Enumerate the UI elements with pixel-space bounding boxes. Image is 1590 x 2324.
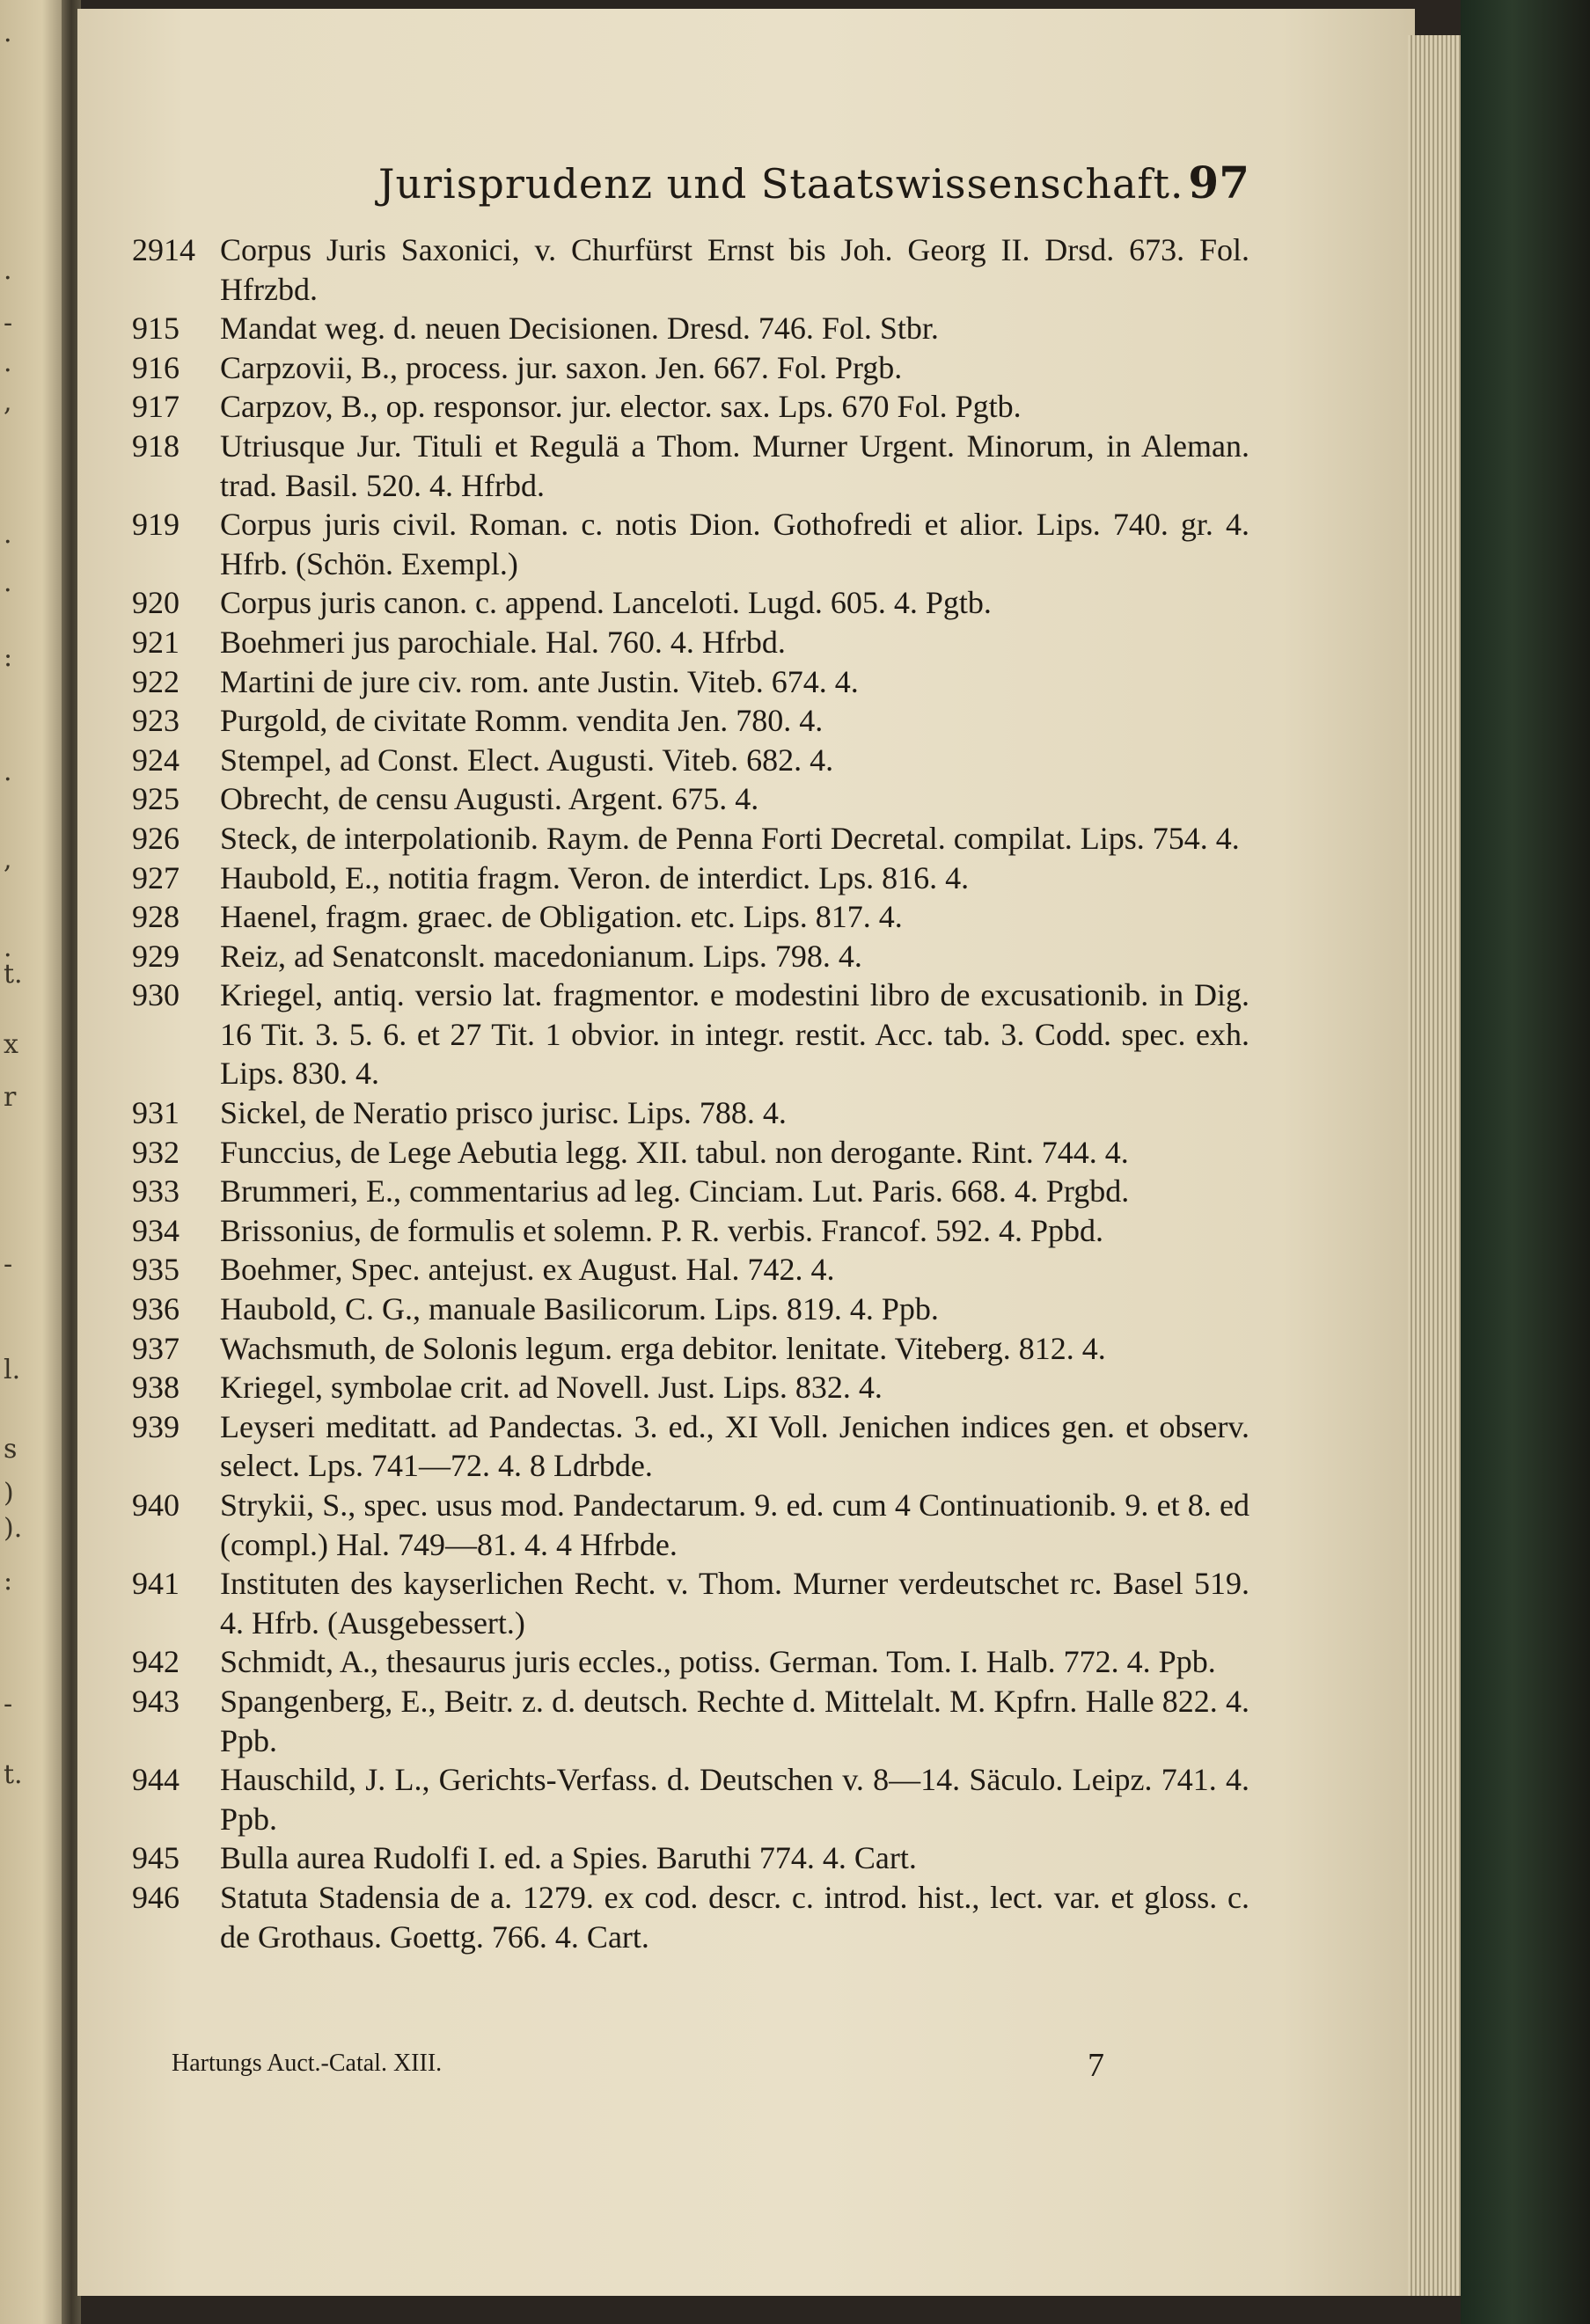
entry-text: Haubold, E., notitia fragm. Veron. de interdict. Lps. 816. 4. <box>220 859 970 895</box>
catalog-entry <box>132 427 1249 505</box>
catalog-entry <box>132 230 1249 309</box>
catalog-entry <box>132 1133 1249 1173</box>
entry-text: Strykii, S., spec. usus mod. Pandectarum. 9. ed. cum 4 Continuationib. 9. et 8. ed (compl.) Hal. 749—81. 4. 4 Hfrbde. <box>220 1487 1249 1562</box>
entry-number: 915 <box>132 311 180 347</box>
entry-text: Funccius, de Lege Aebutia legg. XII. tabul. non derogante. Rint. 744. 4. <box>220 1134 1129 1170</box>
margin-mark: ). <box>4 1513 23 1544</box>
margin-mark: l. <box>4 1355 21 1385</box>
catalog-entry <box>132 1368 1249 1407</box>
entry-text: Carpzovii, B., process. jur. saxon. Jen. 667. Fol. Prgb. <box>220 349 903 385</box>
entry-text: Sickel, de Neratio prisco jurisc. Lips. 788. 4. <box>220 1095 787 1131</box>
margin-mark: . <box>4 932 12 963</box>
margin-mark: - <box>4 308 13 339</box>
margin-mark: . <box>4 756 12 787</box>
catalog-entry <box>132 505 1249 583</box>
catalog-entry <box>132 1250 1249 1290</box>
catalog-entry <box>132 1093 1249 1133</box>
entry-text: Steck, de interpolationib. Raym. de Penna Forti Decretal. compilat. Lips. 754. 4. <box>220 820 1240 856</box>
entry-text: Purgold, de civitate Romm. vendita Jen. 780. 4. <box>220 703 824 739</box>
catalog-entry <box>132 1564 1249 1642</box>
entry-number: 939 <box>132 1408 180 1444</box>
entry-number: 917 <box>132 389 180 425</box>
catalog-entry <box>132 387 1249 427</box>
entry-text: Kriegel, symbolae crit. ad Novell. Just. Lips. 832. 4. <box>220 1370 883 1406</box>
entry-text: Boehmer, Spec. antejust. ex August. Hal. 742. 4. <box>220 1252 835 1288</box>
entry-number: 932 <box>132 1134 180 1170</box>
entry-text: Brummeri, E., commentarius ad leg. Cinciam. Lut. Paris. 668. 4. Prgbd. <box>220 1173 1130 1210</box>
catalog-entry <box>132 1838 1249 1878</box>
entry-number: 941 <box>132 1566 180 1602</box>
entry-number: 944 <box>132 1762 180 1798</box>
catalog-entry <box>132 348 1249 388</box>
entry-text: Wachsmuth, de Solonis legum. erga debitor. lenitate. Viteberg. 812. 4. <box>220 1330 1106 1366</box>
entry-text: Haubold, C. G., manuale Basilicorum. Lips. 819. 4. Ppb. <box>220 1291 939 1327</box>
sheet-number: 7 <box>1088 2047 1104 2084</box>
entry-number: 938 <box>132 1370 180 1406</box>
catalog-entry <box>132 1682 1249 1760</box>
entry-number: 925 <box>132 781 180 817</box>
entry-number: 924 <box>132 742 180 778</box>
margin-mark: . <box>4 519 12 550</box>
margin-mark: - <box>4 1689 13 1720</box>
entry-number: 937 <box>132 1330 180 1366</box>
entry-number: 916 <box>132 349 180 385</box>
entry-number: 923 <box>132 703 180 739</box>
entry-text: Kriegel, antiq. versio lat. fragmentor. e modestini libro de excusationib. in Dig. 16 Tit. 3. 5. 6. et 27 Tit. 1 obvior. in integr. restit. Acc. tab. 3. Codd. spec. exh. Lips. 830. 4. <box>220 977 1249 1092</box>
entry-number: 936 <box>132 1291 180 1327</box>
entry-text: Boehmeri jus parochiale. Hal. 760. 4. Hfrbd. <box>220 624 786 660</box>
entry-text: Brissonius, de formulis et solemn. P. R. verbis. Francof. 592. 4. Ppbd. <box>220 1212 1103 1248</box>
margin-mark: , <box>4 387 12 418</box>
catalog-entry <box>132 1760 1249 1838</box>
margin-mark: r <box>4 1082 17 1113</box>
margin-mark: - <box>4 1249 13 1280</box>
entry-text: Reiz, ad Senatconslt. macedonianum. Lips. 798. 4. <box>220 938 862 974</box>
catalog-entry <box>132 662 1249 702</box>
running-title: Jurisprudenz und Staatswissenschaft. <box>378 160 1184 208</box>
catalog-entry <box>132 937 1249 976</box>
entry-number: 919 <box>132 507 180 543</box>
entry-number: 945 <box>132 1840 180 1876</box>
entry-text: Statuta Stadensia de a. 1279. ex cod. descr. c. introd. hist., lect. var. et gloss. c. de Grothaus. Goettg. 766. 4. Cart. <box>220 1879 1249 1955</box>
entry-number: 930 <box>132 977 180 1013</box>
entry-text: Obrecht, de censu Augusti. Argent. 675. 4. <box>220 781 759 817</box>
margin-mark: ) <box>4 1478 14 1509</box>
entry-text: Corpus juris canon. c. append. Lanceloti. Lugd. 605. 4. Pgtb. <box>220 585 992 621</box>
entry-text: Spangenberg, E., Beitr. z. d. deutsch. Rechte d. Mittelalt. M. Kpfrn. Halle 822. 4. Ppb. <box>220 1683 1249 1758</box>
catalog-entry <box>132 779 1249 819</box>
entry-number: 926 <box>132 820 180 856</box>
entry-text: Corpus juris civil. Roman. c. notis Dion. Gothofredi et alior. Lips. 740. gr. 4. Hfrb. (Schön. Exempl.) <box>220 507 1249 581</box>
entry-number: 921 <box>132 624 180 660</box>
entry-number: 935 <box>132 1252 180 1288</box>
margin-mark: , <box>4 844 12 875</box>
catalog-entry <box>132 623 1249 662</box>
catalog-entry <box>132 1290 1249 1329</box>
entry-text: Stempel, ad Const. Elect. Augusti. Viteb. 682. 4. <box>220 742 834 778</box>
margin-mark: x <box>4 1029 18 1060</box>
entry-text: Corpus Juris Saxonici, v. Churfürst Ernst bis Joh. Georg II. Drsd. 673. Fol. Hfrzbd. <box>220 232 1249 307</box>
entry-text: Mandat weg. d. neuen Decisionen. Dresd. 746. Fol. Stbr. <box>220 311 939 347</box>
entry-text: Carpzov, B., op. responsor. jur. elector. sax. Lps. 670 Fol. Pgtb. <box>220 389 1022 425</box>
entry-text: Schmidt, A., thesaurus juris eccles., potiss. German. Tom. I. Halb. 772. 4. Ppb. <box>220 1644 1216 1680</box>
entry-text: Utriusque Jur. Tituli et Regulä a Thom. Murner Urgent. Minorum, in Aleman. trad. Basil. 520. 4. Hfrbd. <box>220 428 1249 503</box>
entry-text: Instituten des kayserlichen Recht. v. Thom. Murner verdeutschet rc. Basel 519. 4. Hfrb. (Ausgebessert.) <box>220 1566 1249 1641</box>
margin-mark: . <box>4 347 12 378</box>
entry-text: Martini de jure civ. rom. ante Justin. Viteb. 674. 4. <box>220 663 859 699</box>
printer-signature: Hartungs Auct.-Catal. XIII. <box>172 2050 443 2077</box>
entry-text: Bulla aurea Rudolfi I. ed. a Spies. Baruthi 774. 4. Cart. <box>220 1840 917 1876</box>
page-footer <box>172 2046 1104 2090</box>
entry-text: Leyseri meditatt. ad Pandectas. 3. ed., XI Voll. Jenichen indices gen. et observ. select. Lps. 741—72. 4. 8 Ldrbde. <box>220 1408 1249 1484</box>
entry-number: 931 <box>132 1095 180 1131</box>
book-cover <box>1461 0 1590 2324</box>
catalog-entry <box>132 741 1249 780</box>
entry-number: 922 <box>132 663 180 699</box>
entry-number: 934 <box>132 1212 180 1248</box>
catalog-entry <box>132 701 1249 741</box>
page-stack-edge <box>1408 35 1461 2296</box>
margin-mark: : <box>4 642 13 673</box>
catalog-entry <box>132 819 1249 859</box>
catalog-entry <box>132 976 1249 1093</box>
catalog-entry <box>132 309 1249 348</box>
catalog-entry <box>132 1172 1249 1211</box>
entry-number: 942 <box>132 1644 180 1680</box>
entry-number: 2914 <box>132 232 195 267</box>
catalog-entry <box>132 1878 1249 1956</box>
catalog-entry <box>132 1407 1249 1486</box>
catalog-entry <box>132 583 1249 623</box>
margin-mark: t. <box>4 1759 23 1790</box>
margin-mark: : <box>4 1566 13 1597</box>
margin-mark: t. <box>4 959 23 990</box>
catalog-entry <box>132 859 1249 898</box>
catalog-entry <box>132 897 1249 937</box>
catalog-entry <box>132 1211 1249 1251</box>
page-number: 97 <box>1188 157 1249 208</box>
margin-mark: s <box>4 1434 18 1465</box>
entry-number: 940 <box>132 1487 180 1523</box>
running-header <box>106 157 1249 218</box>
margin-mark: . <box>4 567 12 598</box>
entry-text: Haenel, fragm. graec. de Obligation. etc. Lips. 817. 4. <box>220 899 903 935</box>
margin-mark: . <box>4 255 12 286</box>
catalog-entries <box>132 230 1249 1956</box>
entry-number: 927 <box>132 859 180 895</box>
entry-number: 929 <box>132 938 180 974</box>
margin-mark: . <box>4 18 12 48</box>
entry-number: 918 <box>132 428 180 464</box>
entry-number: 920 <box>132 585 180 621</box>
entry-number: 943 <box>132 1683 180 1719</box>
catalog-entry <box>132 1642 1249 1682</box>
catalog-entry <box>132 1329 1249 1369</box>
entry-text: Hauschild, J. L., Gerichts-Verfass. d. Deutschen v. 8—14. Säculo. Leipz. 741. 4. Ppb. <box>220 1762 1249 1837</box>
catalog-entry <box>132 1486 1249 1564</box>
entry-number: 928 <box>132 899 180 935</box>
entry-number: 946 <box>132 1879 180 1915</box>
entry-number: 933 <box>132 1173 180 1210</box>
